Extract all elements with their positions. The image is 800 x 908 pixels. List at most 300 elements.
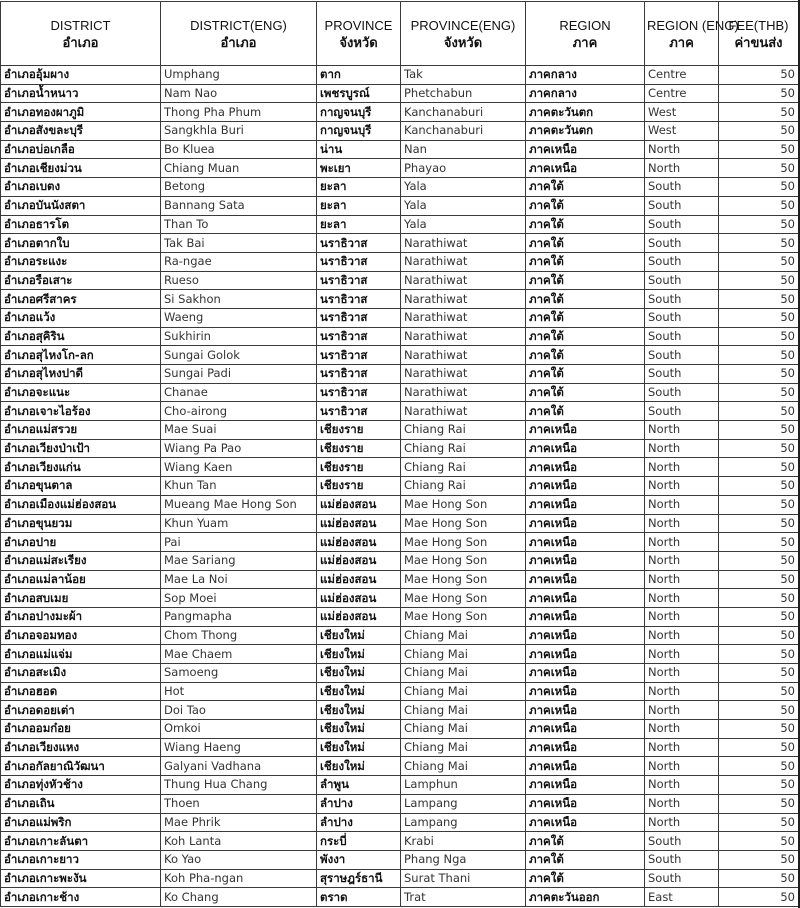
cell-district: อำเภอเกาะยาว bbox=[1, 850, 161, 869]
cell-district: อำเภอเบตง bbox=[1, 178, 161, 197]
cell-province: พะเยา bbox=[317, 159, 401, 178]
cell-province-eng: Tak bbox=[401, 66, 526, 85]
cell-fee: 50 bbox=[719, 122, 799, 141]
table-row bbox=[1, 346, 799, 365]
cell-fee: 50 bbox=[719, 776, 799, 795]
cell-region: ภาคเหนือ bbox=[526, 159, 645, 178]
cell-region-eng: South bbox=[645, 850, 719, 869]
cell-region-eng: North bbox=[645, 477, 719, 496]
cell-region-eng: South bbox=[645, 308, 719, 327]
cell-district: อำเภอแว้ง bbox=[1, 308, 161, 327]
cell-province-eng: Chiang Mai bbox=[401, 626, 526, 645]
cell-province: เชียงใหม่ bbox=[317, 664, 401, 683]
cell-province-eng: Yala bbox=[401, 215, 526, 234]
cell-fee: 50 bbox=[719, 402, 799, 421]
cell-district-eng: Bo Kluea bbox=[161, 140, 317, 159]
cell-province: ลำปาง bbox=[317, 794, 401, 813]
cell-province: เชียงใหม่ bbox=[317, 626, 401, 645]
cell-province: ตาก bbox=[317, 66, 401, 85]
cell-fee: 50 bbox=[719, 701, 799, 720]
cell-province: กาญจนบุรี bbox=[317, 103, 401, 122]
cell-district-eng: Mae La Noi bbox=[161, 570, 317, 589]
cell-province: ยะลา bbox=[317, 196, 401, 215]
table-row bbox=[1, 514, 799, 533]
cell-region-eng: North bbox=[645, 458, 719, 477]
cell-province-eng: Narathiwat bbox=[401, 346, 526, 365]
cell-district: อำเภอปาย bbox=[1, 533, 161, 552]
cell-province-eng: Chiang Mai bbox=[401, 645, 526, 664]
cell-district: อำเภอแม่พริก bbox=[1, 813, 161, 832]
cell-province-eng: Chiang Mai bbox=[401, 701, 526, 720]
cell-fee: 50 bbox=[719, 290, 799, 309]
cell-province: นราธิวาส bbox=[317, 308, 401, 327]
cell-region-eng: North bbox=[645, 776, 719, 795]
cell-region-eng: Centre bbox=[645, 84, 719, 103]
cell-province: นราธิวาส bbox=[317, 365, 401, 384]
cell-district-eng: Nam Nao bbox=[161, 84, 317, 103]
cell-region: ภาคใต้ bbox=[526, 850, 645, 869]
header-fee: FEE(THB) ค่าขนส่ง bbox=[719, 2, 799, 66]
cell-district-eng: Umphang bbox=[161, 66, 317, 85]
cell-district-eng: Sop Moei bbox=[161, 589, 317, 608]
cell-district: อำเภอเมืองแม่ฮ่องสอน bbox=[1, 495, 161, 514]
cell-district-eng: Mae Suai bbox=[161, 421, 317, 440]
table-row bbox=[1, 290, 799, 309]
cell-fee: 50 bbox=[719, 365, 799, 384]
cell-fee: 50 bbox=[719, 850, 799, 869]
table-row bbox=[1, 888, 799, 907]
header-row bbox=[1, 2, 799, 66]
cell-district-eng: Thung Hua Chang bbox=[161, 776, 317, 795]
cell-province: เชียงใหม่ bbox=[317, 701, 401, 720]
cell-district-eng: Ko Yao bbox=[161, 850, 317, 869]
table-row bbox=[1, 159, 799, 178]
cell-fee: 50 bbox=[719, 514, 799, 533]
cell-district: อำเภอศรีสาคร bbox=[1, 290, 161, 309]
cell-fee: 50 bbox=[719, 196, 799, 215]
cell-district: อำเภอรือเสาะ bbox=[1, 271, 161, 290]
cell-province: ตราด bbox=[317, 888, 401, 907]
cell-fee: 50 bbox=[719, 140, 799, 159]
cell-region: ภาคเหนือ bbox=[526, 794, 645, 813]
table-row bbox=[1, 757, 799, 776]
cell-province: สุราษฎร์ธานี bbox=[317, 869, 401, 888]
cell-district-eng: Sangkhla Buri bbox=[161, 122, 317, 141]
cell-district: อำเภอบันนังสตา bbox=[1, 196, 161, 215]
cell-district-eng: Samoeng bbox=[161, 664, 317, 683]
cell-fee: 50 bbox=[719, 252, 799, 271]
cell-district: อำเภอสบเมย bbox=[1, 589, 161, 608]
cell-fee: 50 bbox=[719, 495, 799, 514]
cell-province-eng: Mae Hong Son bbox=[401, 589, 526, 608]
cell-region: ภาคเหนือ bbox=[526, 701, 645, 720]
table-row bbox=[1, 439, 799, 458]
cell-province-eng: Narathiwat bbox=[401, 252, 526, 271]
cell-district-eng: Wiang Kaen bbox=[161, 458, 317, 477]
cell-region: ภาคเหนือ bbox=[526, 776, 645, 795]
table-row bbox=[1, 308, 799, 327]
cell-province-eng: Mae Hong Son bbox=[401, 551, 526, 570]
cell-region: ภาคใต้ bbox=[526, 365, 645, 384]
cell-district: อำเภอธารโต bbox=[1, 215, 161, 234]
header-region: REGION ภาค bbox=[526, 2, 645, 66]
cell-district: อำเภอเวียงแก่น bbox=[1, 458, 161, 477]
cell-province-eng: Chiang Mai bbox=[401, 757, 526, 776]
cell-region-eng: South bbox=[645, 327, 719, 346]
cell-region-eng: South bbox=[645, 271, 719, 290]
cell-region: ภาคกลาง bbox=[526, 84, 645, 103]
table-row bbox=[1, 234, 799, 253]
cell-province-eng: Phayao bbox=[401, 159, 526, 178]
cell-district-eng: Chanae bbox=[161, 383, 317, 402]
table-row bbox=[1, 122, 799, 141]
cell-district: อำเภอขุนยวม bbox=[1, 514, 161, 533]
cell-province-eng: Mae Hong Son bbox=[401, 533, 526, 552]
cell-fee: 50 bbox=[719, 439, 799, 458]
cell-district: อำเภอสะเมิง bbox=[1, 664, 161, 683]
table-row bbox=[1, 607, 799, 626]
cell-province-eng: Chiang Rai bbox=[401, 458, 526, 477]
cell-province: นราธิวาส bbox=[317, 402, 401, 421]
cell-region: ภาคเหนือ bbox=[526, 570, 645, 589]
cell-fee: 50 bbox=[719, 533, 799, 552]
cell-district: อำเภออมก๋อย bbox=[1, 720, 161, 739]
cell-province-eng: Chiang Rai bbox=[401, 439, 526, 458]
table-row bbox=[1, 664, 799, 683]
cell-district: อำเภอฮอด bbox=[1, 682, 161, 701]
cell-district-eng: Pangmapha bbox=[161, 607, 317, 626]
cell-district: อำเภอเชียงม่วน bbox=[1, 159, 161, 178]
cell-fee: 50 bbox=[719, 66, 799, 85]
cell-region: ภาคตะวันตก bbox=[526, 103, 645, 122]
cell-district: อำเภอเกาะพะงัน bbox=[1, 869, 161, 888]
table-row bbox=[1, 495, 799, 514]
cell-fee: 50 bbox=[719, 234, 799, 253]
cell-province-eng: Surat Thani bbox=[401, 869, 526, 888]
cell-district: อำเภอจะแนะ bbox=[1, 383, 161, 402]
cell-district-eng: Galyani Vadhana bbox=[161, 757, 317, 776]
cell-district-eng: Sukhirin bbox=[161, 327, 317, 346]
cell-region: ภาคใต้ bbox=[526, 252, 645, 271]
cell-district: อำเภอเถิน bbox=[1, 794, 161, 813]
cell-fee: 50 bbox=[719, 832, 799, 851]
cell-province-eng: Yala bbox=[401, 196, 526, 215]
cell-region: ภาคใต้ bbox=[526, 178, 645, 197]
cell-district-eng: Si Sakhon bbox=[161, 290, 317, 309]
cell-region-eng: North bbox=[645, 140, 719, 159]
cell-district-eng: Thong Pha Phum bbox=[161, 103, 317, 122]
cell-region: ภาคใต้ bbox=[526, 271, 645, 290]
cell-region-eng: North bbox=[645, 701, 719, 720]
table-row bbox=[1, 365, 799, 384]
cell-district-eng: Omkoi bbox=[161, 720, 317, 739]
cell-region: ภาคเหนือ bbox=[526, 458, 645, 477]
cell-region: ภาคเหนือ bbox=[526, 514, 645, 533]
cell-fee: 50 bbox=[719, 869, 799, 888]
cell-province-eng: Chiang Mai bbox=[401, 738, 526, 757]
cell-district: อำเภอเจาะไอร้อง bbox=[1, 402, 161, 421]
cell-region: ภาคเหนือ bbox=[526, 589, 645, 608]
table-body bbox=[1, 66, 799, 907]
cell-region-eng: North bbox=[645, 794, 719, 813]
cell-region-eng: South bbox=[645, 365, 719, 384]
cell-district: อำเภอเกาะลันตา bbox=[1, 832, 161, 851]
cell-district-eng: Koh Pha-ngan bbox=[161, 869, 317, 888]
cell-fee: 50 bbox=[719, 664, 799, 683]
table-row bbox=[1, 103, 799, 122]
cell-district: อำเภอแม่ลาน้อย bbox=[1, 570, 161, 589]
cell-district-eng: Rueso bbox=[161, 271, 317, 290]
cell-region-eng: East bbox=[645, 888, 719, 907]
cell-fee: 50 bbox=[719, 570, 799, 589]
cell-district: อำเภอสังขละบุรี bbox=[1, 122, 161, 141]
cell-region-eng: South bbox=[645, 196, 719, 215]
cell-fee: 50 bbox=[719, 458, 799, 477]
cell-province-eng: Lamphun bbox=[401, 776, 526, 795]
cell-province: กระบี่ bbox=[317, 832, 401, 851]
table-row bbox=[1, 533, 799, 552]
cell-region: ภาคเหนือ bbox=[526, 645, 645, 664]
cell-fee: 50 bbox=[719, 421, 799, 440]
cell-fee: 50 bbox=[719, 551, 799, 570]
cell-region-eng: North bbox=[645, 738, 719, 757]
cell-district-eng: Mae Sariang bbox=[161, 551, 317, 570]
cell-province-eng: Narathiwat bbox=[401, 290, 526, 309]
cell-region-eng: North bbox=[645, 495, 719, 514]
cell-region: ภาคใต้ bbox=[526, 402, 645, 421]
cell-province: ลำปาง bbox=[317, 813, 401, 832]
cell-fee: 50 bbox=[719, 757, 799, 776]
cell-fee: 50 bbox=[719, 813, 799, 832]
cell-region-eng: North bbox=[645, 757, 719, 776]
cell-province-eng: Narathiwat bbox=[401, 271, 526, 290]
table-row bbox=[1, 551, 799, 570]
cell-region: ภาคเหนือ bbox=[526, 495, 645, 514]
cell-district-eng: Cho-airong bbox=[161, 402, 317, 421]
cell-district-eng: Bannang Sata bbox=[161, 196, 317, 215]
header-region-eng: REGION (ENG) ภาค bbox=[645, 2, 719, 66]
cell-province-eng: Narathiwat bbox=[401, 402, 526, 421]
cell-province: น่าน bbox=[317, 140, 401, 159]
cell-region: ภาคใต้ bbox=[526, 196, 645, 215]
cell-district-eng: Mae Phrik bbox=[161, 813, 317, 832]
cell-province: แม่ฮ่องสอน bbox=[317, 589, 401, 608]
cell-region: ภาคเหนือ bbox=[526, 738, 645, 757]
cell-region: ภาคเหนือ bbox=[526, 421, 645, 440]
cell-province-eng: Trat bbox=[401, 888, 526, 907]
cell-region-eng: North bbox=[645, 720, 719, 739]
cell-region: ภาคเหนือ bbox=[526, 140, 645, 159]
cell-region-eng: South bbox=[645, 252, 719, 271]
cell-province: เชียงใหม่ bbox=[317, 720, 401, 739]
cell-region-eng: North bbox=[645, 421, 719, 440]
cell-region-eng: South bbox=[645, 178, 719, 197]
table-row bbox=[1, 84, 799, 103]
table-row bbox=[1, 383, 799, 402]
cell-region: ภาคเหนือ bbox=[526, 439, 645, 458]
cell-district-eng: Pai bbox=[161, 533, 317, 552]
cell-district: อำเภอทุ่งหัวช้าง bbox=[1, 776, 161, 795]
header-province: PROVINCE จังหวัด bbox=[317, 2, 401, 66]
cell-province-eng: Phang Nga bbox=[401, 850, 526, 869]
cell-province: แม่ฮ่องสอน bbox=[317, 514, 401, 533]
cell-province: ยะลา bbox=[317, 178, 401, 197]
cell-region: ภาคใต้ bbox=[526, 869, 645, 888]
cell-region-eng: South bbox=[645, 383, 719, 402]
cell-province: นราธิวาส bbox=[317, 271, 401, 290]
cell-district: อำเภอดอยเต่า bbox=[1, 701, 161, 720]
cell-province-eng: Narathiwat bbox=[401, 234, 526, 253]
cell-province: แม่ฮ่องสอน bbox=[317, 495, 401, 514]
cell-region: ภาคใต้ bbox=[526, 383, 645, 402]
cell-fee: 50 bbox=[719, 626, 799, 645]
cell-province-eng: Chiang Mai bbox=[401, 664, 526, 683]
cell-province-eng: Narathiwat bbox=[401, 327, 526, 346]
cell-province-eng: Chiang Rai bbox=[401, 421, 526, 440]
cell-province-eng: Mae Hong Son bbox=[401, 495, 526, 514]
cell-region: ภาคใต้ bbox=[526, 215, 645, 234]
cell-region: ภาคเหนือ bbox=[526, 682, 645, 701]
cell-region-eng: West bbox=[645, 103, 719, 122]
cell-province: เชียงใหม่ bbox=[317, 682, 401, 701]
table-row bbox=[1, 701, 799, 720]
cell-province: เพชรบูรณ์ bbox=[317, 84, 401, 103]
cell-region: ภาคกลาง bbox=[526, 66, 645, 85]
cell-region: ภาคเหนือ bbox=[526, 813, 645, 832]
table-row bbox=[1, 794, 799, 813]
cell-region-eng: North bbox=[645, 813, 719, 832]
cell-district: อำเภอแม่สรวย bbox=[1, 421, 161, 440]
cell-district-eng: Tak Bai bbox=[161, 234, 317, 253]
cell-region-eng: South bbox=[645, 346, 719, 365]
cell-district-eng: Khun Yuam bbox=[161, 514, 317, 533]
cell-region-eng: Centre bbox=[645, 66, 719, 85]
cell-district-eng: Wiang Pa Pao bbox=[161, 439, 317, 458]
cell-province-eng: Kanchanaburi bbox=[401, 122, 526, 141]
cell-fee: 50 bbox=[719, 84, 799, 103]
cell-fee: 50 bbox=[719, 327, 799, 346]
cell-district: อำเภอสุคิริน bbox=[1, 327, 161, 346]
cell-province-eng: Chiang Rai bbox=[401, 477, 526, 496]
cell-district-eng: Sungai Padi bbox=[161, 365, 317, 384]
cell-province-eng: Narathiwat bbox=[401, 308, 526, 327]
cell-region: ภาคใต้ bbox=[526, 832, 645, 851]
header-province-eng: PROVINCE(ENG) จังหวัด bbox=[401, 2, 526, 66]
cell-district-eng: Wiang Haeng bbox=[161, 738, 317, 757]
cell-region: ภาคเหนือ bbox=[526, 551, 645, 570]
cell-region-eng: North bbox=[645, 159, 719, 178]
cell-region-eng: North bbox=[645, 645, 719, 664]
table-row bbox=[1, 196, 799, 215]
cell-fee: 50 bbox=[719, 103, 799, 122]
cell-district: อำเภอบ่อเกลือ bbox=[1, 140, 161, 159]
cell-region-eng: North bbox=[645, 607, 719, 626]
cell-region-eng: North bbox=[645, 533, 719, 552]
cell-province: เชียงราย bbox=[317, 458, 401, 477]
cell-fee: 50 bbox=[719, 682, 799, 701]
cell-province: แม่ฮ่องสอน bbox=[317, 570, 401, 589]
header-district: DISTRICT อำเภอ bbox=[1, 2, 161, 66]
cell-fee: 50 bbox=[719, 308, 799, 327]
cell-province: เชียงใหม่ bbox=[317, 738, 401, 757]
cell-district: อำเภอแม่สะเรียง bbox=[1, 551, 161, 570]
cell-region: ภาคเหนือ bbox=[526, 533, 645, 552]
cell-region-eng: North bbox=[645, 626, 719, 645]
table-row bbox=[1, 252, 799, 271]
table-row bbox=[1, 178, 799, 197]
cell-district: อำเภอจอมทอง bbox=[1, 626, 161, 645]
cell-fee: 50 bbox=[719, 271, 799, 290]
cell-region-eng: South bbox=[645, 402, 719, 421]
table-row bbox=[1, 402, 799, 421]
cell-district-eng: Doi Tao bbox=[161, 701, 317, 720]
table-row bbox=[1, 271, 799, 290]
table-row bbox=[1, 421, 799, 440]
cell-province-eng: Krabi bbox=[401, 832, 526, 851]
cell-district-eng: Than To bbox=[161, 215, 317, 234]
cell-province-eng: Kanchanaburi bbox=[401, 103, 526, 122]
cell-province: พังงา bbox=[317, 850, 401, 869]
table-row bbox=[1, 813, 799, 832]
cell-region-eng: North bbox=[645, 682, 719, 701]
cell-province: แม่ฮ่องสอน bbox=[317, 533, 401, 552]
cell-province-eng: Mae Hong Son bbox=[401, 514, 526, 533]
cell-province: กาญจนบุรี bbox=[317, 122, 401, 141]
district-fee-table bbox=[0, 1, 799, 907]
cell-province: นราธิวาส bbox=[317, 327, 401, 346]
table-row bbox=[1, 589, 799, 608]
cell-district: อำเภอเกาะช้าง bbox=[1, 888, 161, 907]
cell-province: แม่ฮ่องสอน bbox=[317, 551, 401, 570]
cell-district: อำเภอเวียงป่าเป้า bbox=[1, 439, 161, 458]
cell-region-eng: South bbox=[645, 869, 719, 888]
table-row bbox=[1, 327, 799, 346]
cell-fee: 50 bbox=[719, 477, 799, 496]
cell-region-eng: South bbox=[645, 290, 719, 309]
cell-province-eng: Mae Hong Son bbox=[401, 607, 526, 626]
table-row bbox=[1, 869, 799, 888]
cell-region: ภาคเหนือ bbox=[526, 626, 645, 645]
cell-province: นราธิวาส bbox=[317, 290, 401, 309]
cell-fee: 50 bbox=[719, 346, 799, 365]
cell-region: ภาคเหนือ bbox=[526, 757, 645, 776]
cell-district: อำเภอสุไหงปาดี bbox=[1, 365, 161, 384]
cell-district-eng: Waeng bbox=[161, 308, 317, 327]
table-row bbox=[1, 570, 799, 589]
cell-fee: 50 bbox=[719, 645, 799, 664]
cell-fee: 50 bbox=[719, 607, 799, 626]
cell-district-eng: Hot bbox=[161, 682, 317, 701]
cell-province: เชียงราย bbox=[317, 439, 401, 458]
table-row bbox=[1, 215, 799, 234]
cell-province-eng: Nan bbox=[401, 140, 526, 159]
cell-province-eng: Lampang bbox=[401, 813, 526, 832]
cell-region-eng: North bbox=[645, 514, 719, 533]
cell-district: อำเภอระแงะ bbox=[1, 252, 161, 271]
table-row bbox=[1, 140, 799, 159]
cell-region: ภาคใต้ bbox=[526, 346, 645, 365]
cell-province-eng: Chiang Mai bbox=[401, 682, 526, 701]
cell-region-eng: South bbox=[645, 234, 719, 253]
cell-region-eng: North bbox=[645, 570, 719, 589]
cell-district: อำเภอน้ำหนาว bbox=[1, 84, 161, 103]
cell-region: ภาคเหนือ bbox=[526, 720, 645, 739]
cell-region: ภาคตะวันตก bbox=[526, 122, 645, 141]
table-row bbox=[1, 477, 799, 496]
cell-province: นราธิวาส bbox=[317, 252, 401, 271]
cell-district-eng: Chiang Muan bbox=[161, 159, 317, 178]
cell-region-eng: North bbox=[645, 664, 719, 683]
